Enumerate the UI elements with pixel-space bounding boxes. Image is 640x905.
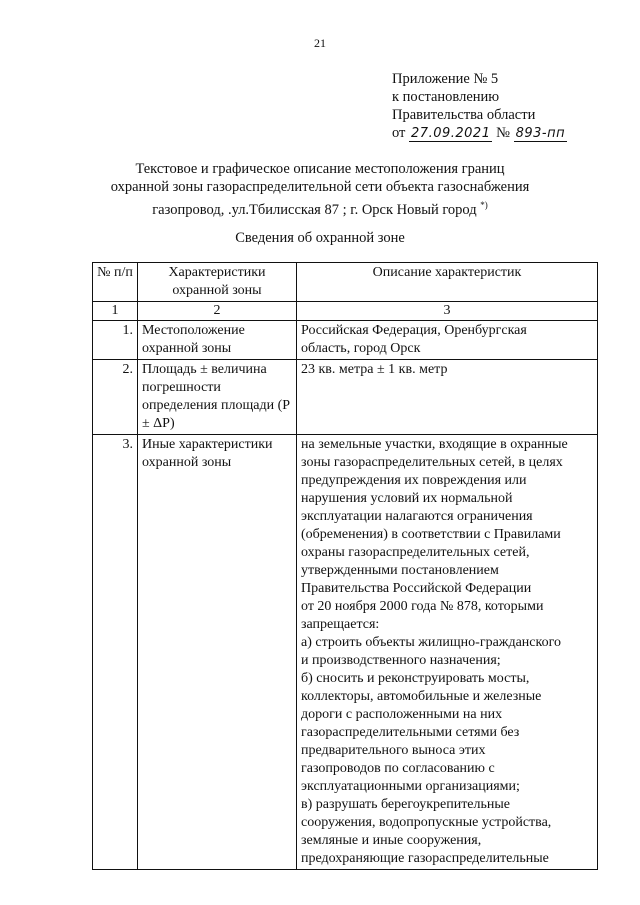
- desc-line: область, город Орск: [301, 341, 421, 356]
- number-label: №: [496, 125, 510, 141]
- section-title: Сведения об охранной зоне: [235, 230, 405, 246]
- desc-line: (обременения) в соответствии с Правилами: [301, 527, 561, 542]
- desc-line: предупреждения их повреждения или: [301, 473, 527, 488]
- row-desc: [297, 321, 598, 360]
- row-name: Местоположение охранной зоны: [138, 321, 297, 360]
- row-num: 1.: [93, 321, 138, 360]
- desc-line: на земельные участки, входящие в охранные: [301, 437, 568, 452]
- title-line-3: [0, 196, 640, 219]
- desc-line: охраны газораспределительных сетей,: [301, 545, 530, 560]
- row-name: Иные характеристики охранной зоны: [138, 435, 297, 870]
- from-label: от: [392, 125, 406, 141]
- row-name: Площадь ± величина погрешности определения площади (Р ± ΔР): [138, 360, 297, 435]
- handwritten-number: 893-пп: [515, 126, 566, 141]
- desc-line: 23 кв. метра ± 1 кв. метр: [301, 362, 448, 377]
- index-cell: 3: [297, 302, 598, 321]
- row-desc: [297, 360, 598, 435]
- header-num: № п/п: [93, 263, 138, 302]
- desc-line: утвержденными постановлением: [301, 563, 499, 578]
- header-characteristics: Характеристики охранной зоны: [138, 263, 297, 302]
- appendix-block: [392, 70, 567, 143]
- appendix-line-3: Правительства области: [392, 107, 536, 123]
- zone-table: [92, 262, 598, 870]
- desc-line: коллекторы, автомобильные и железные: [301, 689, 542, 704]
- desc-line: запрещается:: [301, 617, 380, 632]
- table-row: [93, 321, 598, 360]
- document-title: [0, 160, 640, 219]
- footnote-mark: *): [480, 200, 488, 210]
- desc-line: газораспределительными сетями без: [301, 725, 520, 740]
- appendix-date-line: [392, 124, 567, 143]
- desc-line: эксплуатации налагаются ограничения: [301, 509, 533, 524]
- desc-line: Правительства Российской Федерации: [301, 581, 532, 596]
- title-line-1: Текстовое и графическое описание местоположения границ: [135, 161, 505, 177]
- desc-line: от 20 ноября 2000 года № 878, которыми: [301, 599, 544, 614]
- desc-line: эксплуатационными организациями;: [301, 779, 520, 794]
- table-index-row: [93, 302, 598, 321]
- appendix-line-1: Приложение № 5: [392, 71, 499, 87]
- handwritten-date: 27.09.2021: [411, 126, 491, 141]
- desc-line: сооружения, водопропускные устройства,: [301, 815, 552, 830]
- row-desc: [297, 435, 598, 870]
- desc-line: предварительного выноса этих: [301, 743, 486, 758]
- desc-line: Российская Федерация, Оренбургская: [301, 323, 527, 338]
- table-row: [93, 360, 598, 435]
- table-row: [93, 435, 598, 870]
- title-line-2: охранной зоны газораспределительной сети объекта газоснабжения: [110, 179, 530, 195]
- desc-line: зоны газораспределительных сетей, в целях: [301, 455, 563, 470]
- page-number: 21: [314, 36, 326, 50]
- desc-line: дороги с расположенными на них: [301, 707, 503, 722]
- index-cell: 1: [93, 302, 138, 321]
- table-header-row: [93, 263, 598, 302]
- row-num: 3.: [93, 435, 138, 870]
- desc-line: предохраняющие газораспределительные: [301, 851, 549, 866]
- desc-line: нарушения условий их нормальной: [301, 491, 513, 506]
- index-cell: 2: [138, 302, 297, 321]
- desc-line: земляные и иные сооружения,: [301, 833, 482, 848]
- appendix-line-2: к постановлению: [392, 89, 500, 105]
- desc-line: а) строить объекты жилищно-гражданского: [301, 635, 561, 650]
- title-line-3-text: газопровод, .ул.Тбилисская 87 ; г. Орск Новый город: [152, 201, 477, 218]
- header-description: Описание характеристик: [297, 263, 598, 302]
- desc-line: и производственного назначения;: [301, 653, 501, 668]
- desc-line: б) сносить и реконструировать мосты,: [301, 671, 530, 686]
- desc-line: в) разрушать берегоукрепительные: [301, 797, 511, 812]
- row-num: 2.: [93, 360, 138, 435]
- desc-line: газопроводов по согласованию с: [301, 761, 495, 776]
